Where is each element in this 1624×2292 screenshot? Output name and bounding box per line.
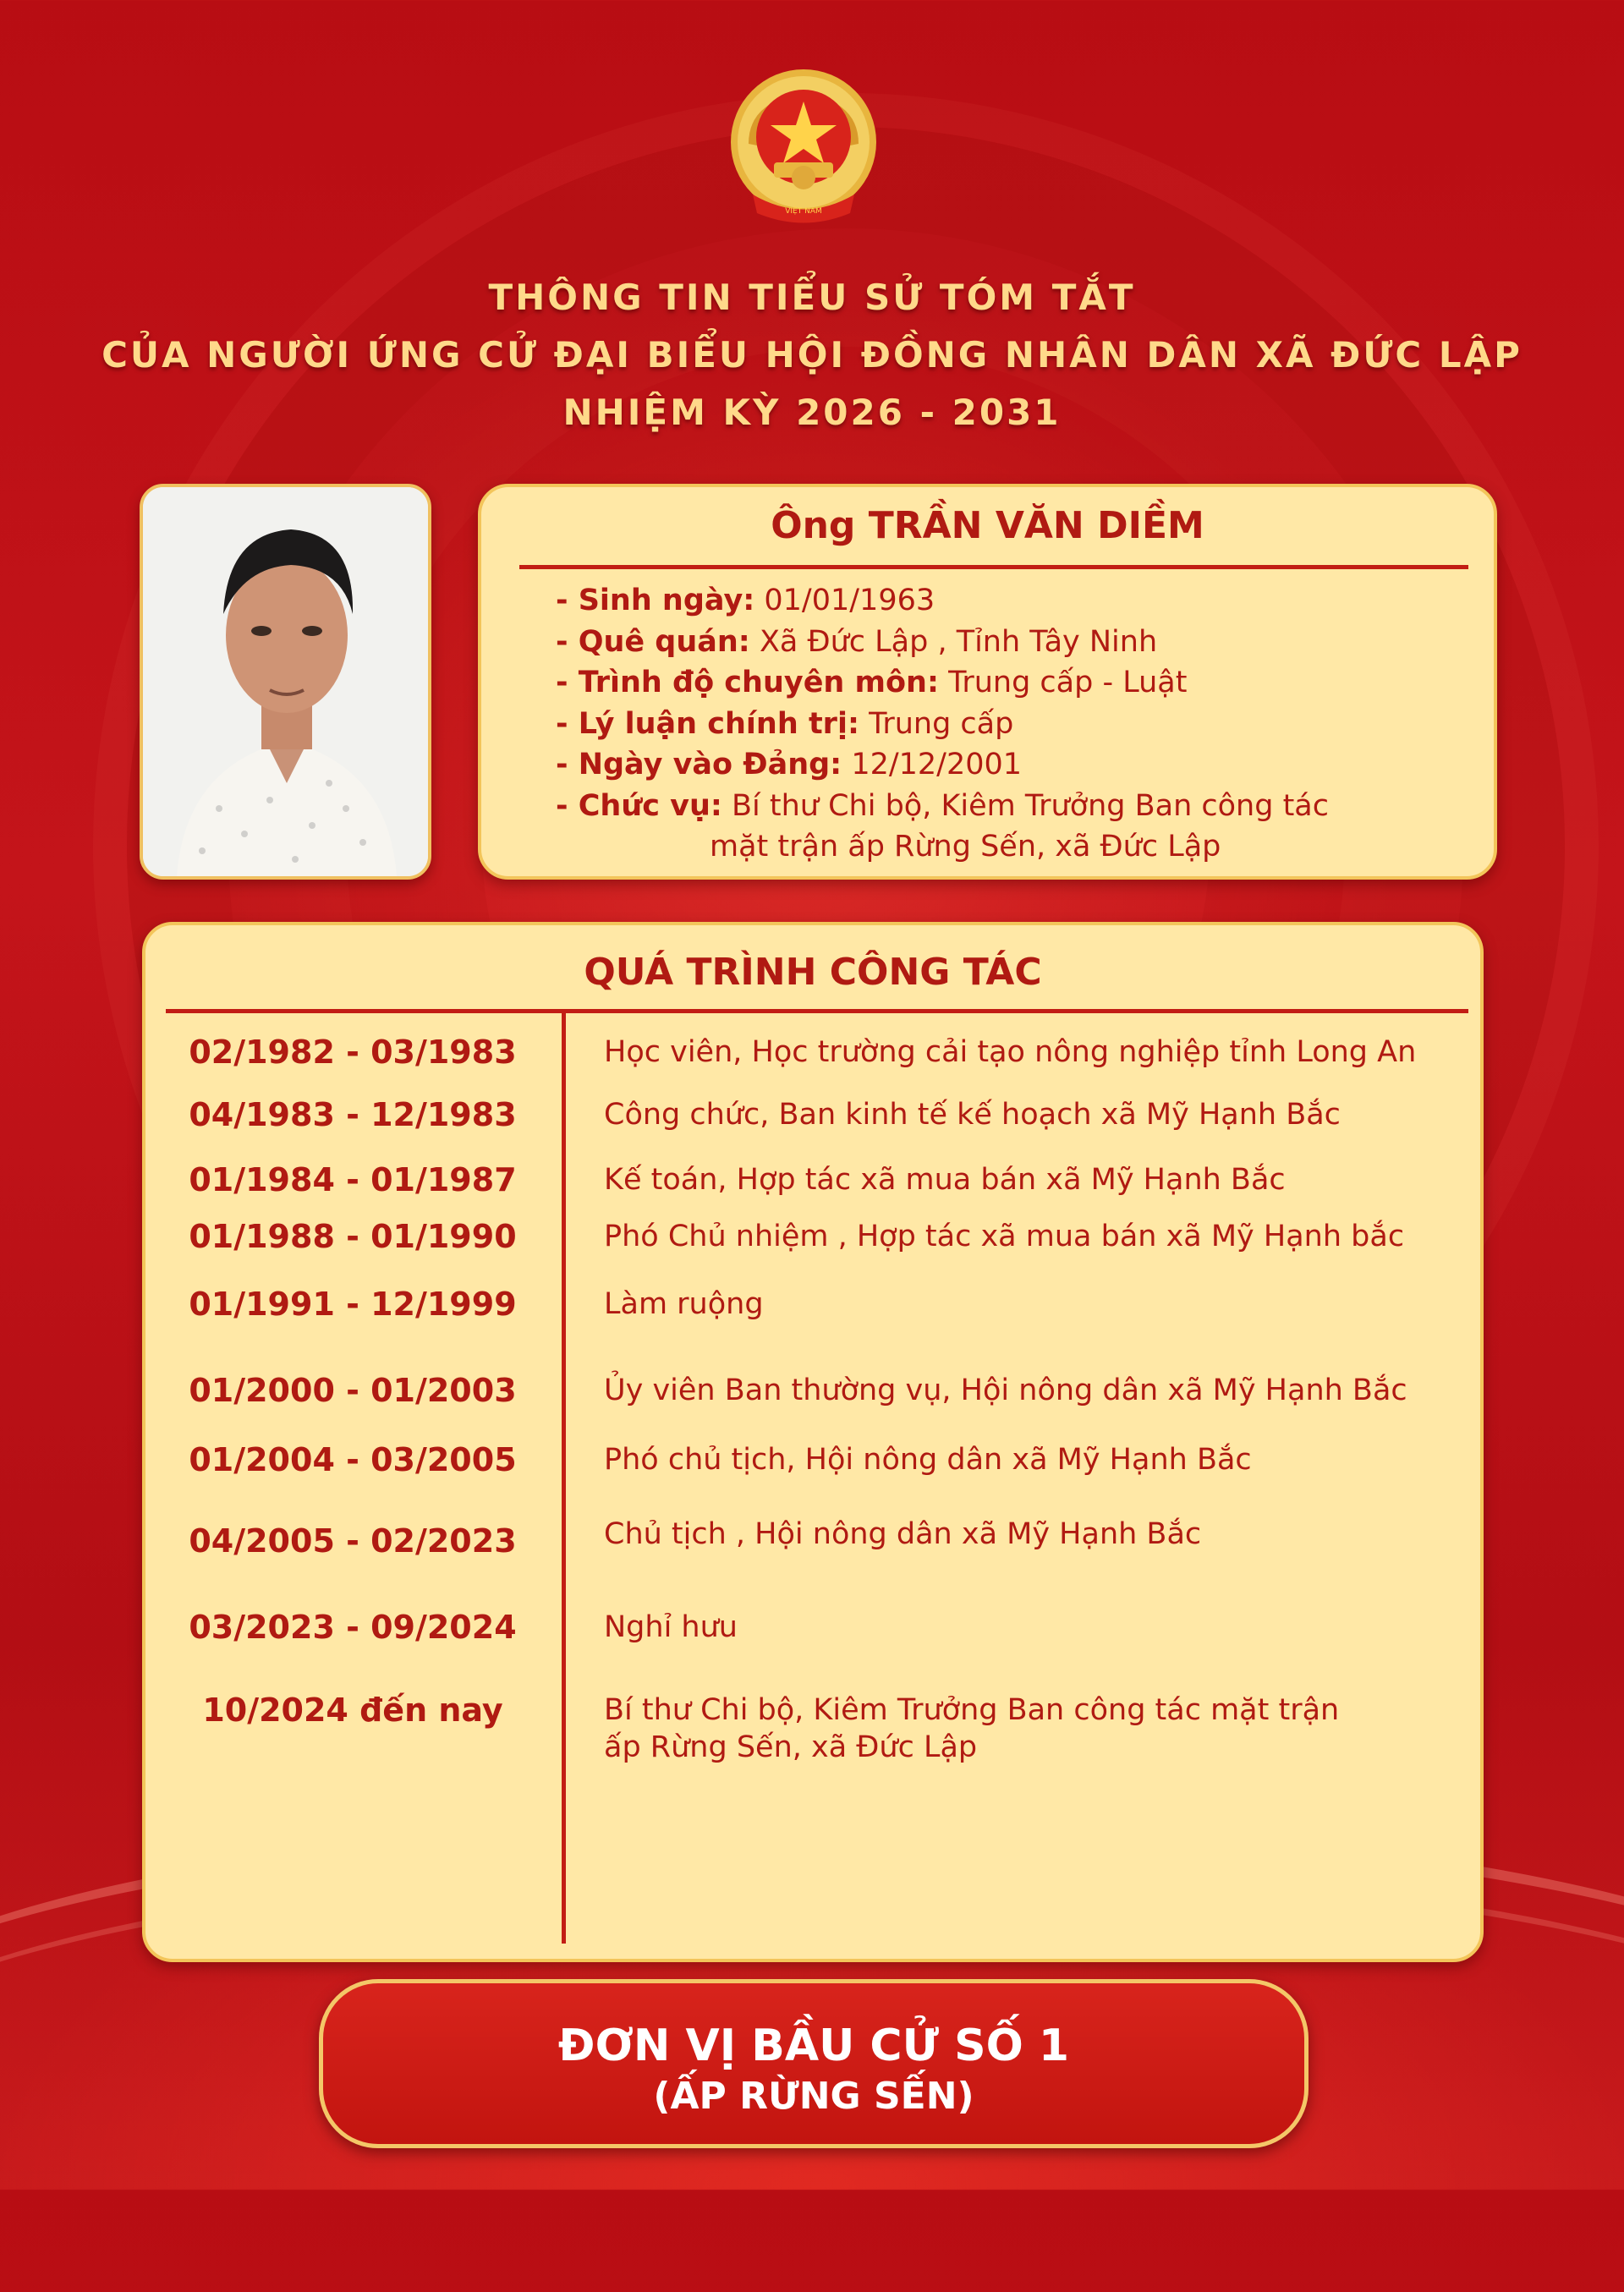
work-description: Ủy viên Ban thường vụ, Hội nông dân xã Mỹ Hạnh Bắc [604,1374,1407,1407]
work-period: 01/2000 - 01/2003 [189,1372,517,1409]
work-period: 04/2005 - 02/2023 [189,1522,517,1560]
page-header [0,269,1624,441]
vietnam-national-emblem-icon [723,68,884,228]
work-history-title: QUÁ TRÌNH CÔNG TÁC [584,951,1042,994]
header-line-1: THÔNG TIN TIỂU SỬ TÓM TẮT [488,277,1136,318]
work-description: Chủ tịch , Hội nông dân xã Mỹ Hạnh Bắc [604,1517,1202,1551]
work-description: Làm ruộng [604,1287,764,1321]
work-history-card [142,922,1484,1962]
candidate-info-card [478,484,1497,880]
work-description: Phó Chủ nhiệm , Hợp tác xã mua bán xã Mỹ Hạnh bắc [604,1220,1405,1253]
info-row-hometown [556,622,1468,663]
divider [519,565,1468,569]
info-label: - Quê quán: [556,624,750,659]
info-value: Trung cấp - Luật [938,666,1188,699]
divider [166,1009,1468,1013]
work-description: Học viên, Học trường cải tạo nông nghiệp tỉnh Long An [604,1035,1417,1069]
work-period: 04/1983 - 12/1983 [189,1096,517,1133]
info-value: Bí thư Chi bộ, Kiêm Trưởng Ban công tác [721,788,1329,823]
info-row-party-date [556,744,1468,786]
info-row-position [556,786,1468,827]
column-divider [562,1013,566,1944]
work-period: 01/1984 - 01/1987 [189,1161,517,1198]
work-period: 03/2023 - 09/2024 [189,1609,517,1646]
info-value: 01/01/1963 [754,584,935,617]
candidate-photo [140,484,431,880]
svg-text:VIỆT NAM: VIỆT NAM [785,207,822,216]
work-description: Phó chủ tịch, Hội nông dân xã Mỹ Hạnh Bắc [604,1443,1252,1477]
work-description: Kế toán, Hợp tác xã mua bán xã Mỹ Hạnh Bắc [604,1163,1286,1197]
info-row-political-theory [556,704,1468,745]
work-period: 01/1988 - 01/1990 [189,1218,517,1255]
candidate-info-list [556,580,1468,868]
info-row-birthdate [556,580,1468,622]
info-label: - Ngày vào Đảng: [556,748,842,781]
constituency-title: ĐƠN VỊ BẦU CỬ SỐ 1 [557,2021,1070,2071]
info-row-education [556,662,1468,704]
work-period: 10/2024 đến nay [202,1692,503,1729]
info-value: Xã Đức Lập , Tỉnh Tây Ninh [749,624,1158,659]
header-line-3: NHIỆM KỲ 2026 - 2031 [562,392,1062,433]
info-label: - Trình độ chuyên môn: [556,666,939,699]
info-label: - Chức vụ: [556,788,722,823]
candidate-name: Ông TRẦN VĂN DIỀM [771,504,1204,547]
info-value: Trung cấp [859,706,1014,741]
info-value: 12/12/2001 [842,748,1023,781]
work-period: 02/1982 - 03/1983 [189,1034,517,1071]
info-label: - Lý luận chính trị: [556,706,859,741]
constituency-banner [319,1979,1309,2148]
info-label: - Sinh ngày: [556,584,755,617]
work-period: 01/1991 - 12/1999 [189,1286,517,1323]
header-line-2: CỦA NGƯỜI ỨNG CỬ ĐẠI BIỂU HỘI ĐỒNG NHÂN DÂN XÃ ĐỨC LẬP [102,334,1522,376]
work-description: Nghỉ hưu [604,1610,738,1644]
work-period: 01/2004 - 03/2005 [189,1441,517,1478]
constituency-subtitle: (ẤP RỪNG SẾN) [653,2075,974,2118]
work-description: Công chức, Ban kinh tế kế hoạch xã Mỹ Hạnh Bắc [604,1098,1341,1132]
info-row-position-continued: mặt trận ấp Rừng Sến, xã Đức Lập [710,830,1221,864]
work-description: Bí thư Chi bộ, Kiêm Trưởng Ban công tác mặt trận ấp Rừng Sến, xã Đức Lập [604,1693,1340,1764]
